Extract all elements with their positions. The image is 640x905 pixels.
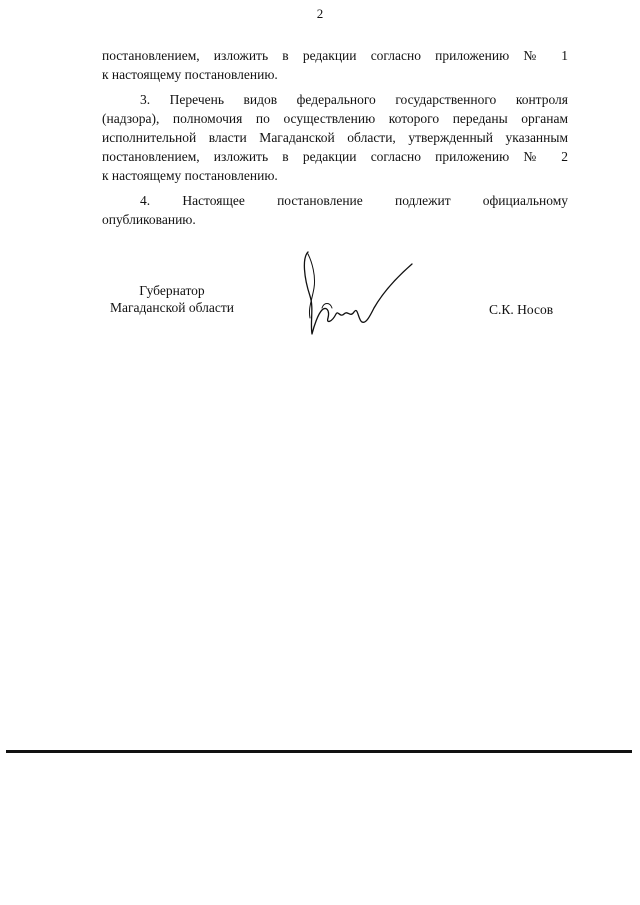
text-line: опубликованию.	[102, 212, 196, 227]
bottom-rule	[6, 750, 632, 753]
text-line: исполнительной власти Магаданской области, утвержденный указанным	[102, 130, 568, 145]
paragraph-4	[102, 191, 568, 229]
paragraph-3	[102, 90, 568, 185]
text-line: постановлением, изложить в редакции согласно приложению № 2	[102, 149, 568, 164]
page-number: 2	[316, 6, 324, 21]
text-line: к настоящему постановлению.	[102, 67, 278, 82]
handwritten-signature	[296, 248, 416, 340]
signer-title-line: Губернатор	[139, 283, 205, 298]
signer-title-line: Магаданской области	[110, 300, 234, 315]
text-line: к настоящему постановлению.	[102, 168, 278, 183]
text-line: 3. Перечень видов федерального государственного контроля	[140, 92, 568, 107]
signer-name: С.К. Носов	[489, 302, 554, 317]
text-line: (надзора), полномочия по осуществлению которого переданы органам	[102, 111, 568, 126]
text-line: 4. Настоящее постановление подлежит официальному	[140, 193, 568, 208]
text-line: постановлением, изложить в редакции согласно приложению № 1	[102, 48, 568, 63]
signer-title	[102, 282, 242, 316]
paragraph-continuation	[102, 46, 568, 84]
document-body	[102, 46, 568, 229]
